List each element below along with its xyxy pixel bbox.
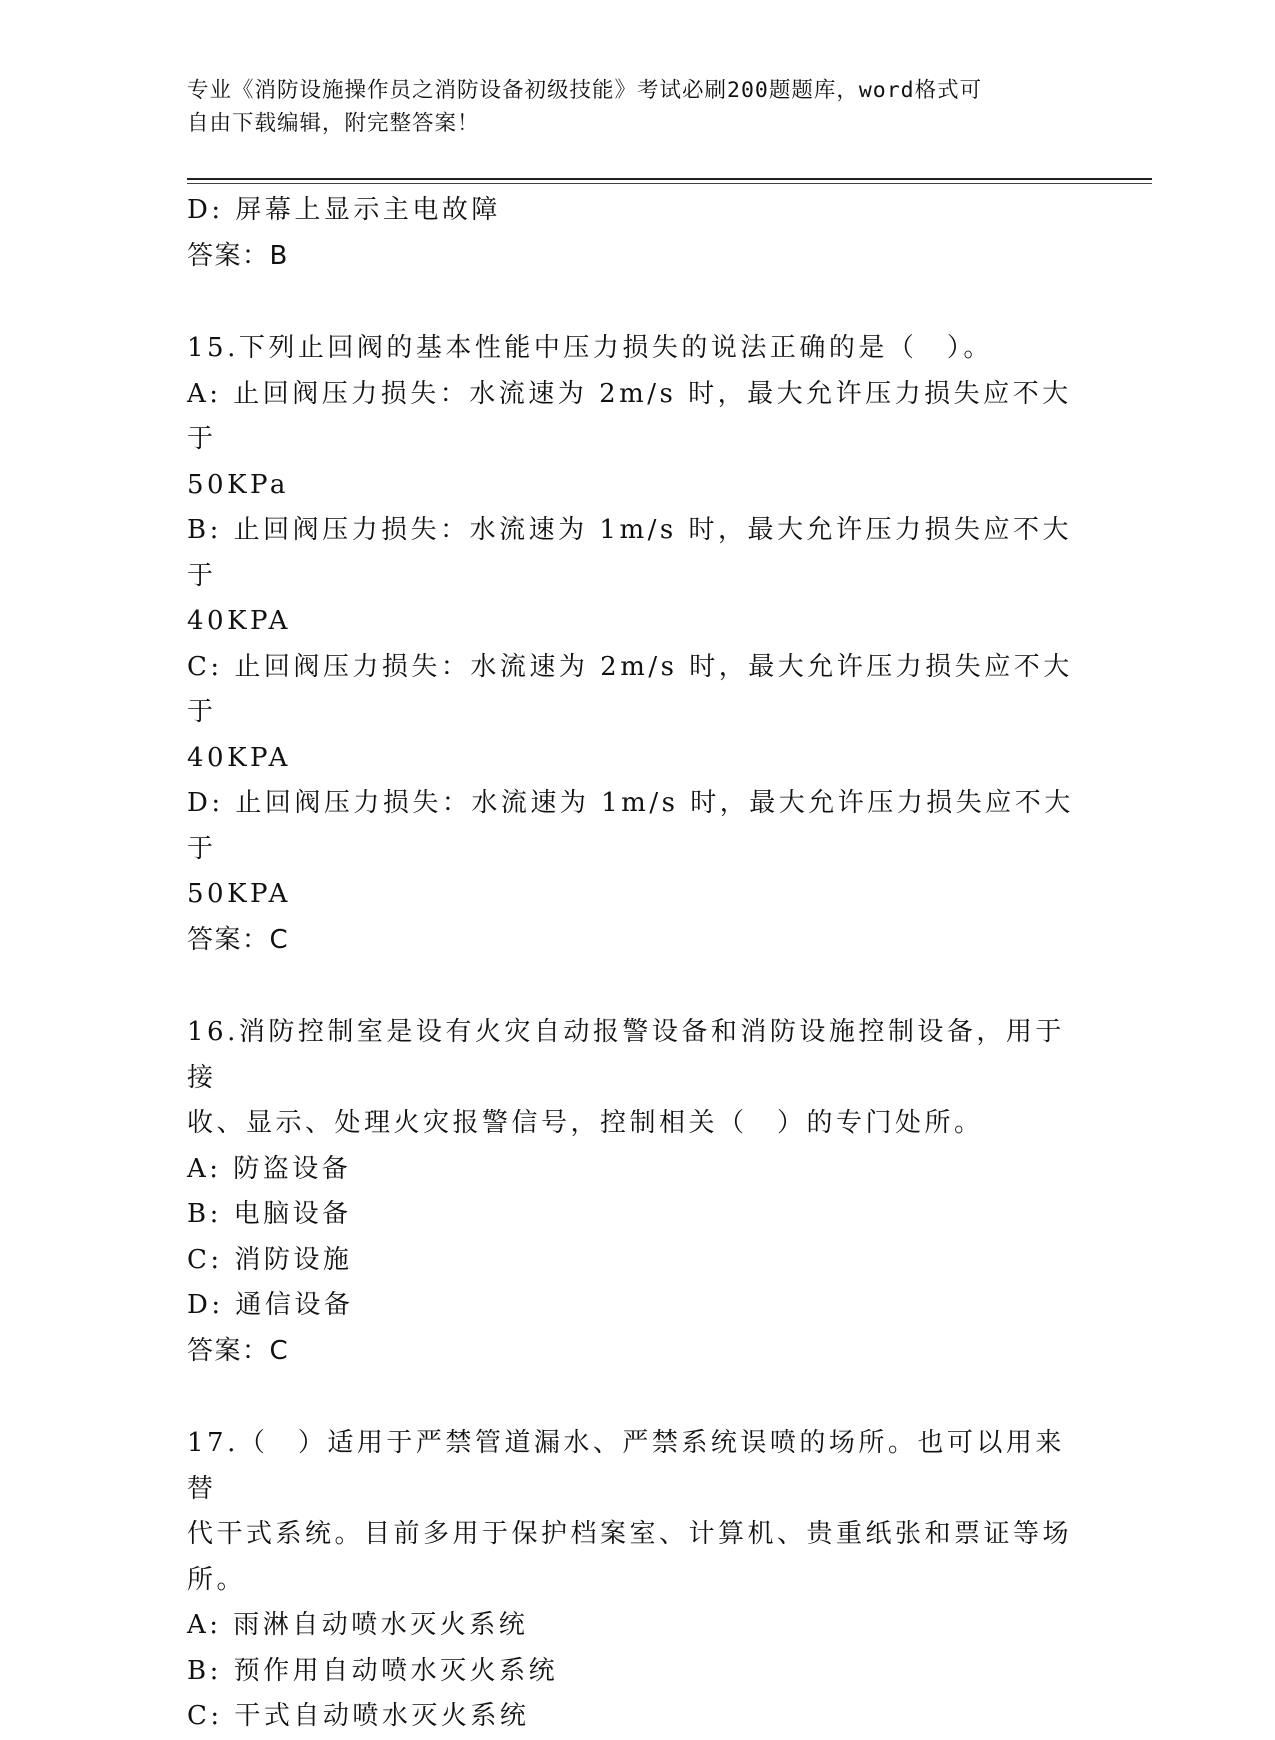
question-block <box>187 1010 1087 1374</box>
document-header <box>187 74 1087 140</box>
header-line-2: 自由下载编辑，附完整答案！ <box>187 111 480 136</box>
answer-line: 答案：C <box>187 1335 290 1366</box>
option-line-continued: 50KPa <box>187 469 289 500</box>
question-text: 16.消防控制室是设有火灾自动报警设备和消防设施控制设备，用于接 <box>187 1017 1065 1093</box>
answer-line: 答案：B <box>187 240 289 271</box>
option-line: C: 止回阀压力损失：水流速为 2m/s 时，最大允许压力损失应不大于 <box>187 651 1073 727</box>
question-text-continued: 代干式系统。目前多用于保护档案室、计算机、贵重纸张和票证等场 <box>187 1519 1073 1549</box>
option-line-continued: 50KPA <box>187 879 291 909</box>
option-line: C: 干式自动喷水灭火系统 <box>187 1701 530 1731</box>
option-line: B: 电脑设备 <box>187 1199 352 1229</box>
question-text: 15.下列止回阀的基本性能中压力损失的说法正确的是（ ）。 <box>187 333 993 363</box>
option-line: D: 止回阀压力损失：水流速为 1m/s 时，最大允许压力损失应不大于 <box>187 788 1074 864</box>
option-line-continued: 40KPA <box>187 742 291 773</box>
option-line: D: 通信设备 <box>187 1290 354 1320</box>
header-divider-thick <box>187 178 1152 180</box>
option-line: A: 止回阀压力损失：水流速为 2m/s 时，最大允许压力损失应不大于 <box>187 378 1072 454</box>
option-line-continued: 40KPA <box>187 606 291 636</box>
answer-line: 答案：C <box>187 924 290 955</box>
option-line: C: 消防设施 <box>187 1244 353 1275</box>
question-block <box>187 326 1087 963</box>
header-line-1: 专业《消防设施操作员之消防设备初级技能》考试必刷200题题库，word格式可 <box>187 78 983 103</box>
question-content <box>187 188 1087 1740</box>
question-text-continued: 所。 <box>187 1564 247 1595</box>
option-line: A: 防盗设备 <box>187 1153 352 1184</box>
question-text: 17.（ ）适用于严禁管道漏水、严禁系统误喷的场所。也可以用来替 <box>187 1428 1065 1504</box>
option-line: A: 雨淋自动喷水灭火系统 <box>187 1610 529 1640</box>
question-block <box>187 1421 1087 1740</box>
block-spacer <box>187 1374 1087 1421</box>
block-spacer <box>187 279 1087 326</box>
option-line: B: 止回阀压力损失：水流速为 1m/s 时，最大允许压力损失应不大于 <box>187 515 1072 591</box>
block-spacer <box>187 963 1087 1010</box>
option-line: B: 预作用自动喷水灭火系统 <box>187 1655 559 1686</box>
option-line: D: 屏幕上显示主电故障 <box>187 195 501 225</box>
question-block <box>187 188 1087 279</box>
question-text-continued: 收、显示、处理火灾报警信号，控制相关（ ）的专门处所。 <box>187 1108 984 1138</box>
header-divider-thin <box>187 183 1152 184</box>
